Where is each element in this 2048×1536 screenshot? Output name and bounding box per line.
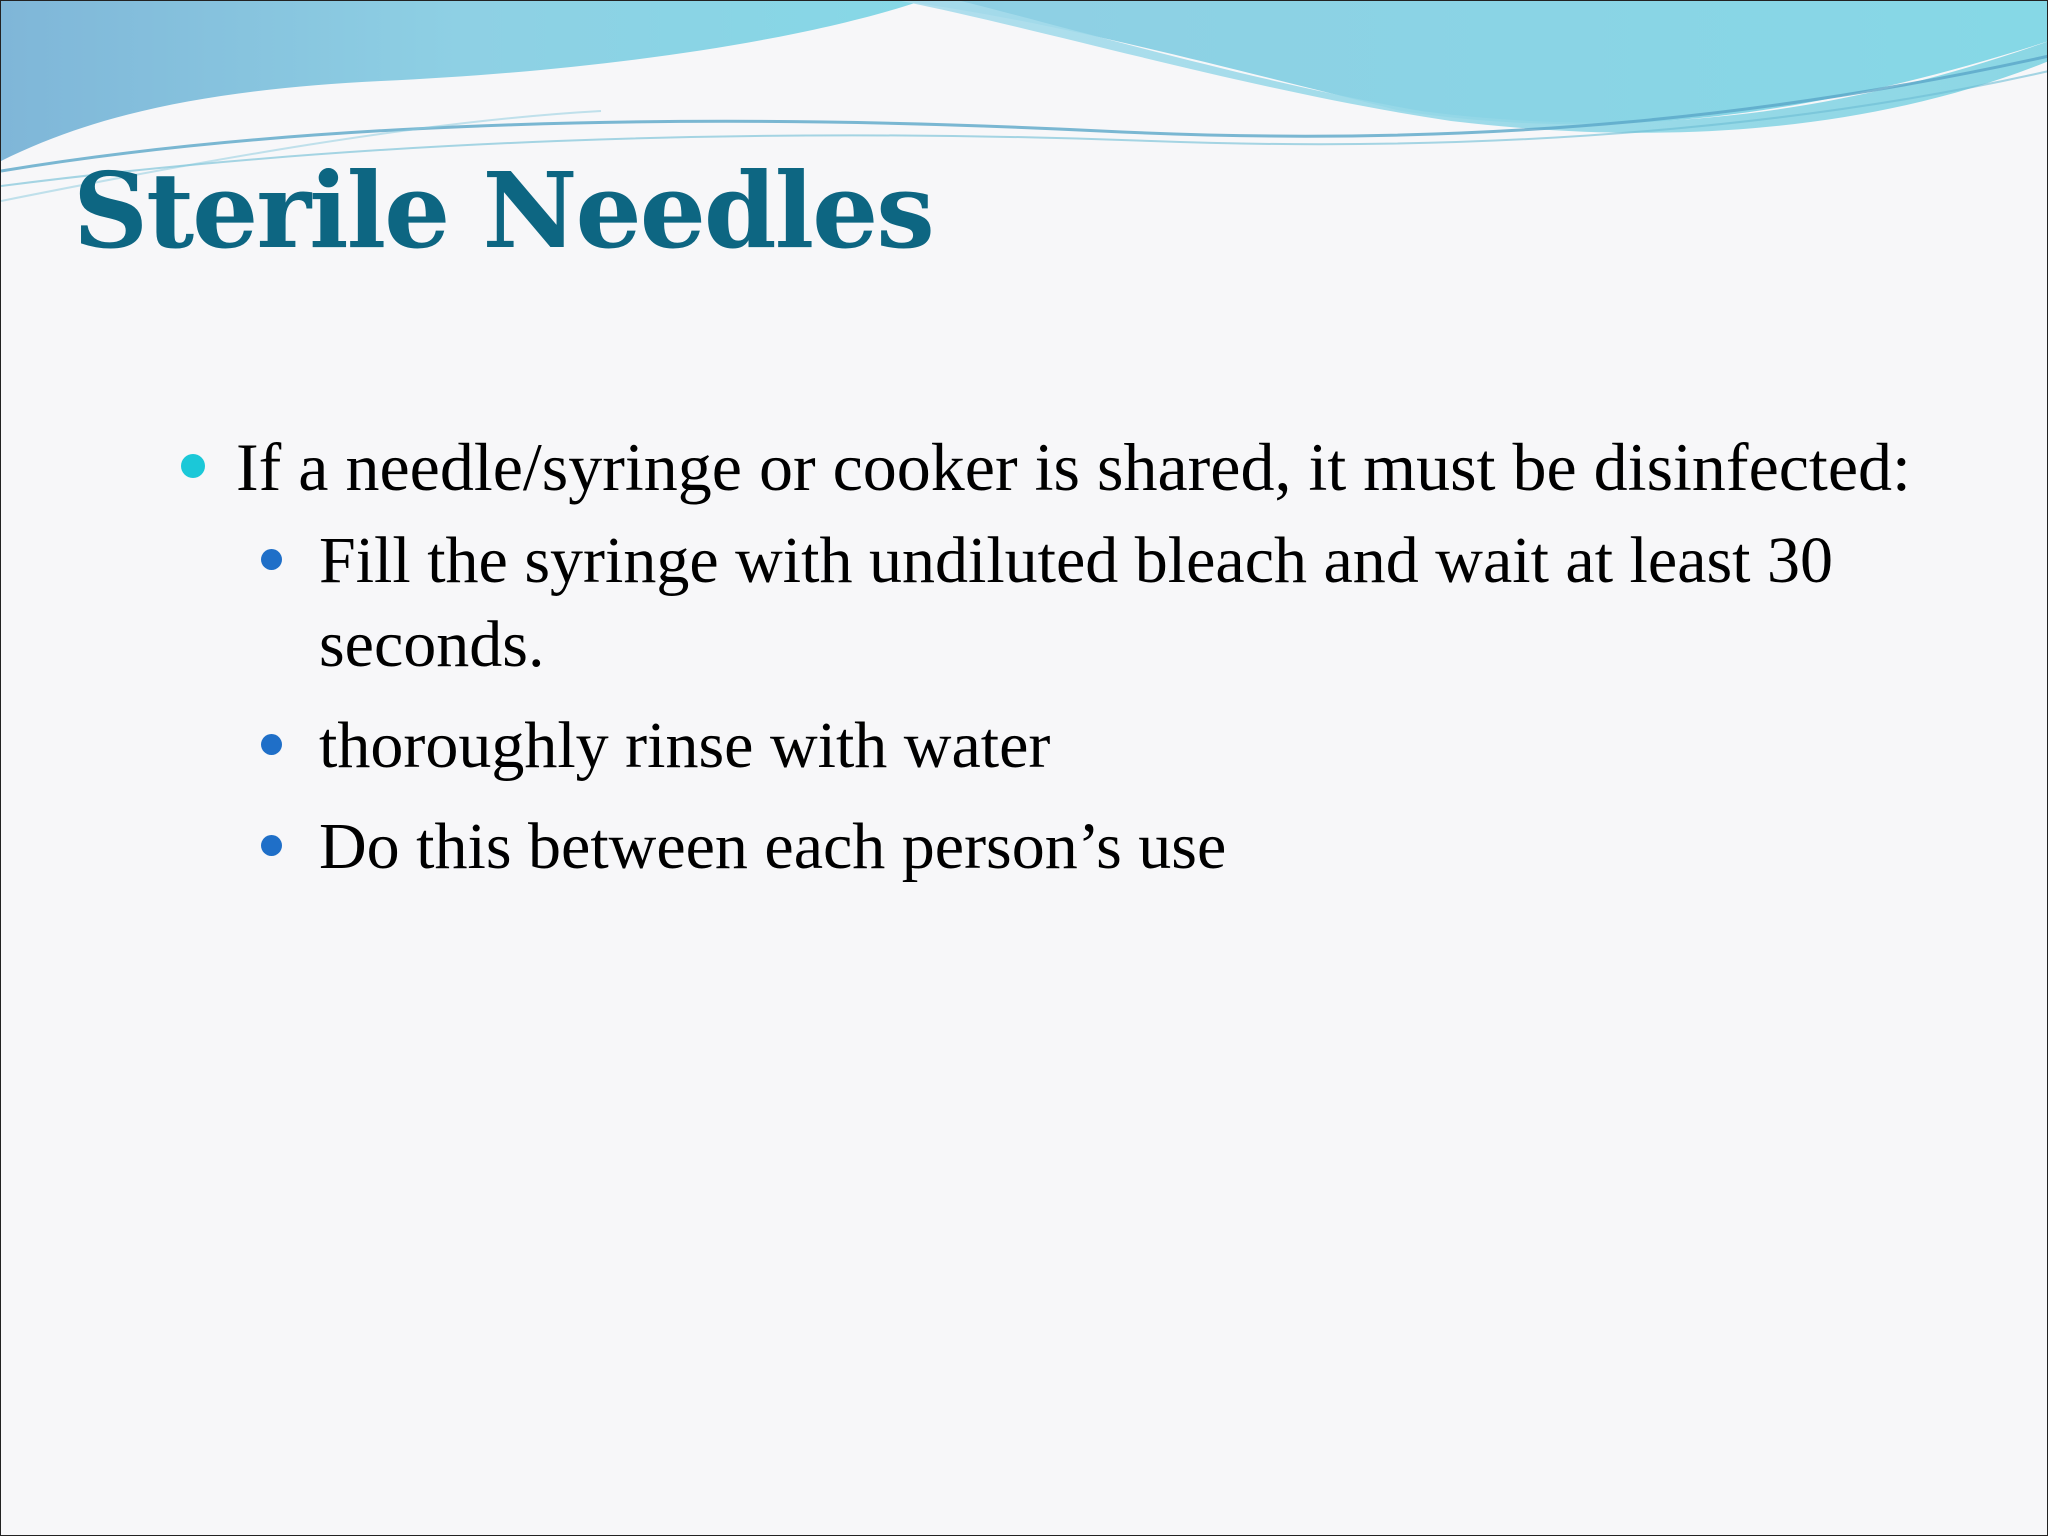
sub-bullet-item <box>319 519 1919 687</box>
sub-bullet-icon <box>261 549 282 570</box>
sub-bullet-text: Fill the syringe with undiluted bleach and wait at least 30 seconds. <box>319 524 1834 681</box>
sub-bullet-text: Do this between each person’s use <box>319 810 1227 883</box>
bullet-icon <box>181 454 205 478</box>
sub-bullet-icon <box>261 734 282 755</box>
sub-bullet-item <box>319 805 1919 889</box>
slide-body <box>179 423 1959 906</box>
bullet-text: If a needle/syringe or cooker is shared, it must be disinfected: <box>236 429 1911 505</box>
bullet-item <box>179 423 1959 511</box>
sub-bullet-icon <box>261 835 282 856</box>
sub-bullet-item <box>319 704 1919 788</box>
slide-title: Sterile Needles <box>73 149 933 272</box>
sub-bullet-text: thoroughly rinse with water <box>319 709 1051 782</box>
sub-bullet-list <box>319 519 1919 889</box>
